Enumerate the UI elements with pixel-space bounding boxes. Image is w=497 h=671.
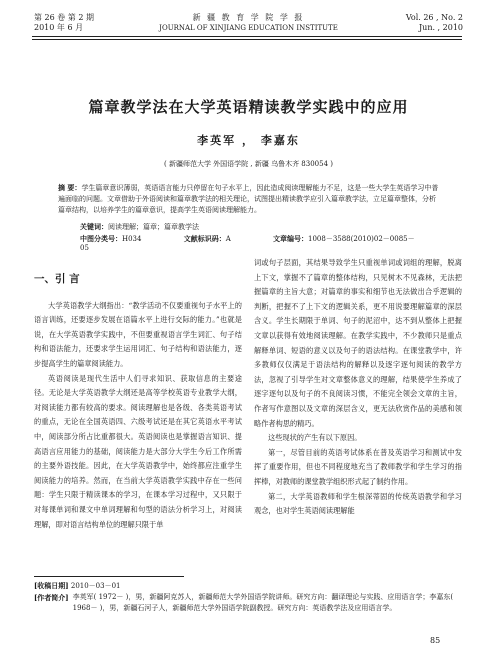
- author-affiliation: ( 新疆师范大学 外国语学院 , 新疆 乌鲁木齐 830054 ): [164, 160, 333, 168]
- article-no-label: 文章编号：: [273, 234, 308, 243]
- header-rule: [32, 36, 462, 37]
- body-paragraph: 大学英语教学大纲指出：“教学活动不仅要重视句子水平上的语言训练，还要逐步发展在语篇水平上进行交际的能力。”也就是说，在大学英语教学实践中，不但要重视语言学生词汇、句子结构和语法能力，还要求学生运用词汇、句子结构和语法能力，逐步提高学生的篇章阅读能力。: [34, 300, 242, 368]
- journal-name-en: JOURNAL OF XINJIANG EDUCATION INSTITUTE: [159, 24, 338, 32]
- keywords: [80, 222, 199, 232]
- article-title: 篇章教学法在大学英语精读教学实践中的应用: [88, 98, 409, 116]
- journal-name-cn: 新 疆 教 育 学 院 学 报: [192, 13, 305, 22]
- body-left-column: [34, 256, 242, 532]
- received-date: 2010－03－01: [70, 582, 121, 590]
- body-paragraph: 第一，尽管目前的英语考试体系在普及英语学习和测试中发挥了重要作用，但也不同程度地充当了教师教学和学生学习的指挥棒，对教师的课堂教学组织形式起了制约作用。: [254, 447, 462, 486]
- issue-volume: 第 26 卷 第 2 期: [34, 13, 94, 22]
- author-bio-label: [作者简介]: [34, 593, 69, 602]
- abstract: [58, 182, 442, 216]
- classification-line: [80, 234, 460, 252]
- body-paragraph: 第二，大学英语教师和学生根深蒂固的传统英语教学和学习观念，也对学生英语阅读理解能: [254, 491, 462, 516]
- header-rule-thin: [32, 39, 462, 40]
- author-bio-text: 李英军( 1972－ )，男，新疆阿克苏人，新疆师范大学外国语学院讲师。研究方向：翻译理论与实践、应用语言学；李嘉东( 1968－ )，男，新疆石河子人，新疆师范大学外国语学院副教授。研究方向：英语教学法及应用语言学。: [72, 593, 454, 612]
- doc-code-value: A: [225, 235, 231, 243]
- keywords-label: 关键词：: [80, 222, 108, 231]
- header-right: [406, 13, 463, 33]
- clc-label: 中图分类号：: [80, 234, 122, 243]
- keywords-text: 阅读理解；篇章；篇章教学法: [108, 223, 199, 231]
- article-authors: 李英军 ， 李嘉东: [197, 134, 300, 147]
- body-paragraph: 这些现状的产生有以下原因。: [268, 433, 362, 443]
- issue-date: 2010 年 6 月: [34, 23, 84, 32]
- doc-code-label: 文献标识码：: [183, 234, 226, 243]
- body-paragraph: 词或句子层面，其结果导致学生只重视单词或词组的理解，脱离上下文，掌握不了篇章的整体结构，只见树木不见森林，无法把握篇章的主旨大意；对篇章的事实和细节也无法做出合乎逻辑的判断，把握不了上下文的逻辑关系，更不用说要理解篇章的深层含义。学生长期限于单词、句子的泥沼中，达不到从整体上把握文章以获得有效地阅读理解。在教学实践中，不少教师只是重点解释单词、短语的意义以及句子的语法结构。在课堂教学中，许多教师仅仅满足于语法结构的解释以及逐字逐句阅读的教学方法，忽视了引导学生对文章整体意义的理解，结果使学生养成了逐字逐句以及句子的不良阅读习惯，不能完全领会文章的主旨，作者写作意图以及文章的深层含义，更无法欣赏作品的美感和领略作者构思的精巧。: [254, 258, 462, 428]
- footnote-rule: [34, 576, 184, 577]
- volume-number: Vol. 26 , No. 2: [405, 13, 463, 22]
- issue-month: Jun. , 2010: [418, 23, 463, 32]
- clc-value: H034: [122, 235, 142, 243]
- section-heading-intro: 一、引 言: [34, 273, 80, 285]
- abstract-text: 学生篇章意识薄弱，英语语言能力只停留在句子水平上，因此造成阅读理解能力不足，这是一些大学生英语学习中普遍面临的问题。文章借助于外语阅读和篇章教学法的相关理论，试图提出精读教学应引入篇章教学法，立足篇章整体，分析篇章结构，以培养学生的篇章意识，提高学生英语阅读理解能力。: [58, 184, 439, 214]
- article-no-value: 1008－3588(2010)02－0085－05: [80, 235, 415, 252]
- body-paragraph: 英语阅读是现代生活中人们寻求知识、获取信息的主要途径。无论是大学英语教学大纲还是高等学校英语专业教学大纲，对阅读能力都有较高的要求。阅读理解也是各级、各类英语考试的重点，无论在全国英语四、六级考试还是在其它英语水平考试中，阅读部分所占比重都很大。英语阅读也是掌握语言知识、提高语言应用能力的基础，阅读能力是大部分大学生今后工作所需的主要外语技能。因此，在大学英语教学中，始终都应注重学生阅读能力的培养。然而，在当前大学英语教学实践中存在一些问题：学生只限于精读课本的学习，在课本学习过程中，又只限于对每课单词和课文中单词理解和句型的语法分析学习上，对阅读理解，即对语言结构单位的理解只限于单: [34, 373, 242, 529]
- body-right-column: [254, 256, 462, 519]
- footnotes: [34, 580, 464, 614]
- abstract-label: 摘 要：: [58, 183, 82, 192]
- received-label: [收稿日期]: [34, 581, 69, 590]
- page-number: 85: [430, 636, 441, 645]
